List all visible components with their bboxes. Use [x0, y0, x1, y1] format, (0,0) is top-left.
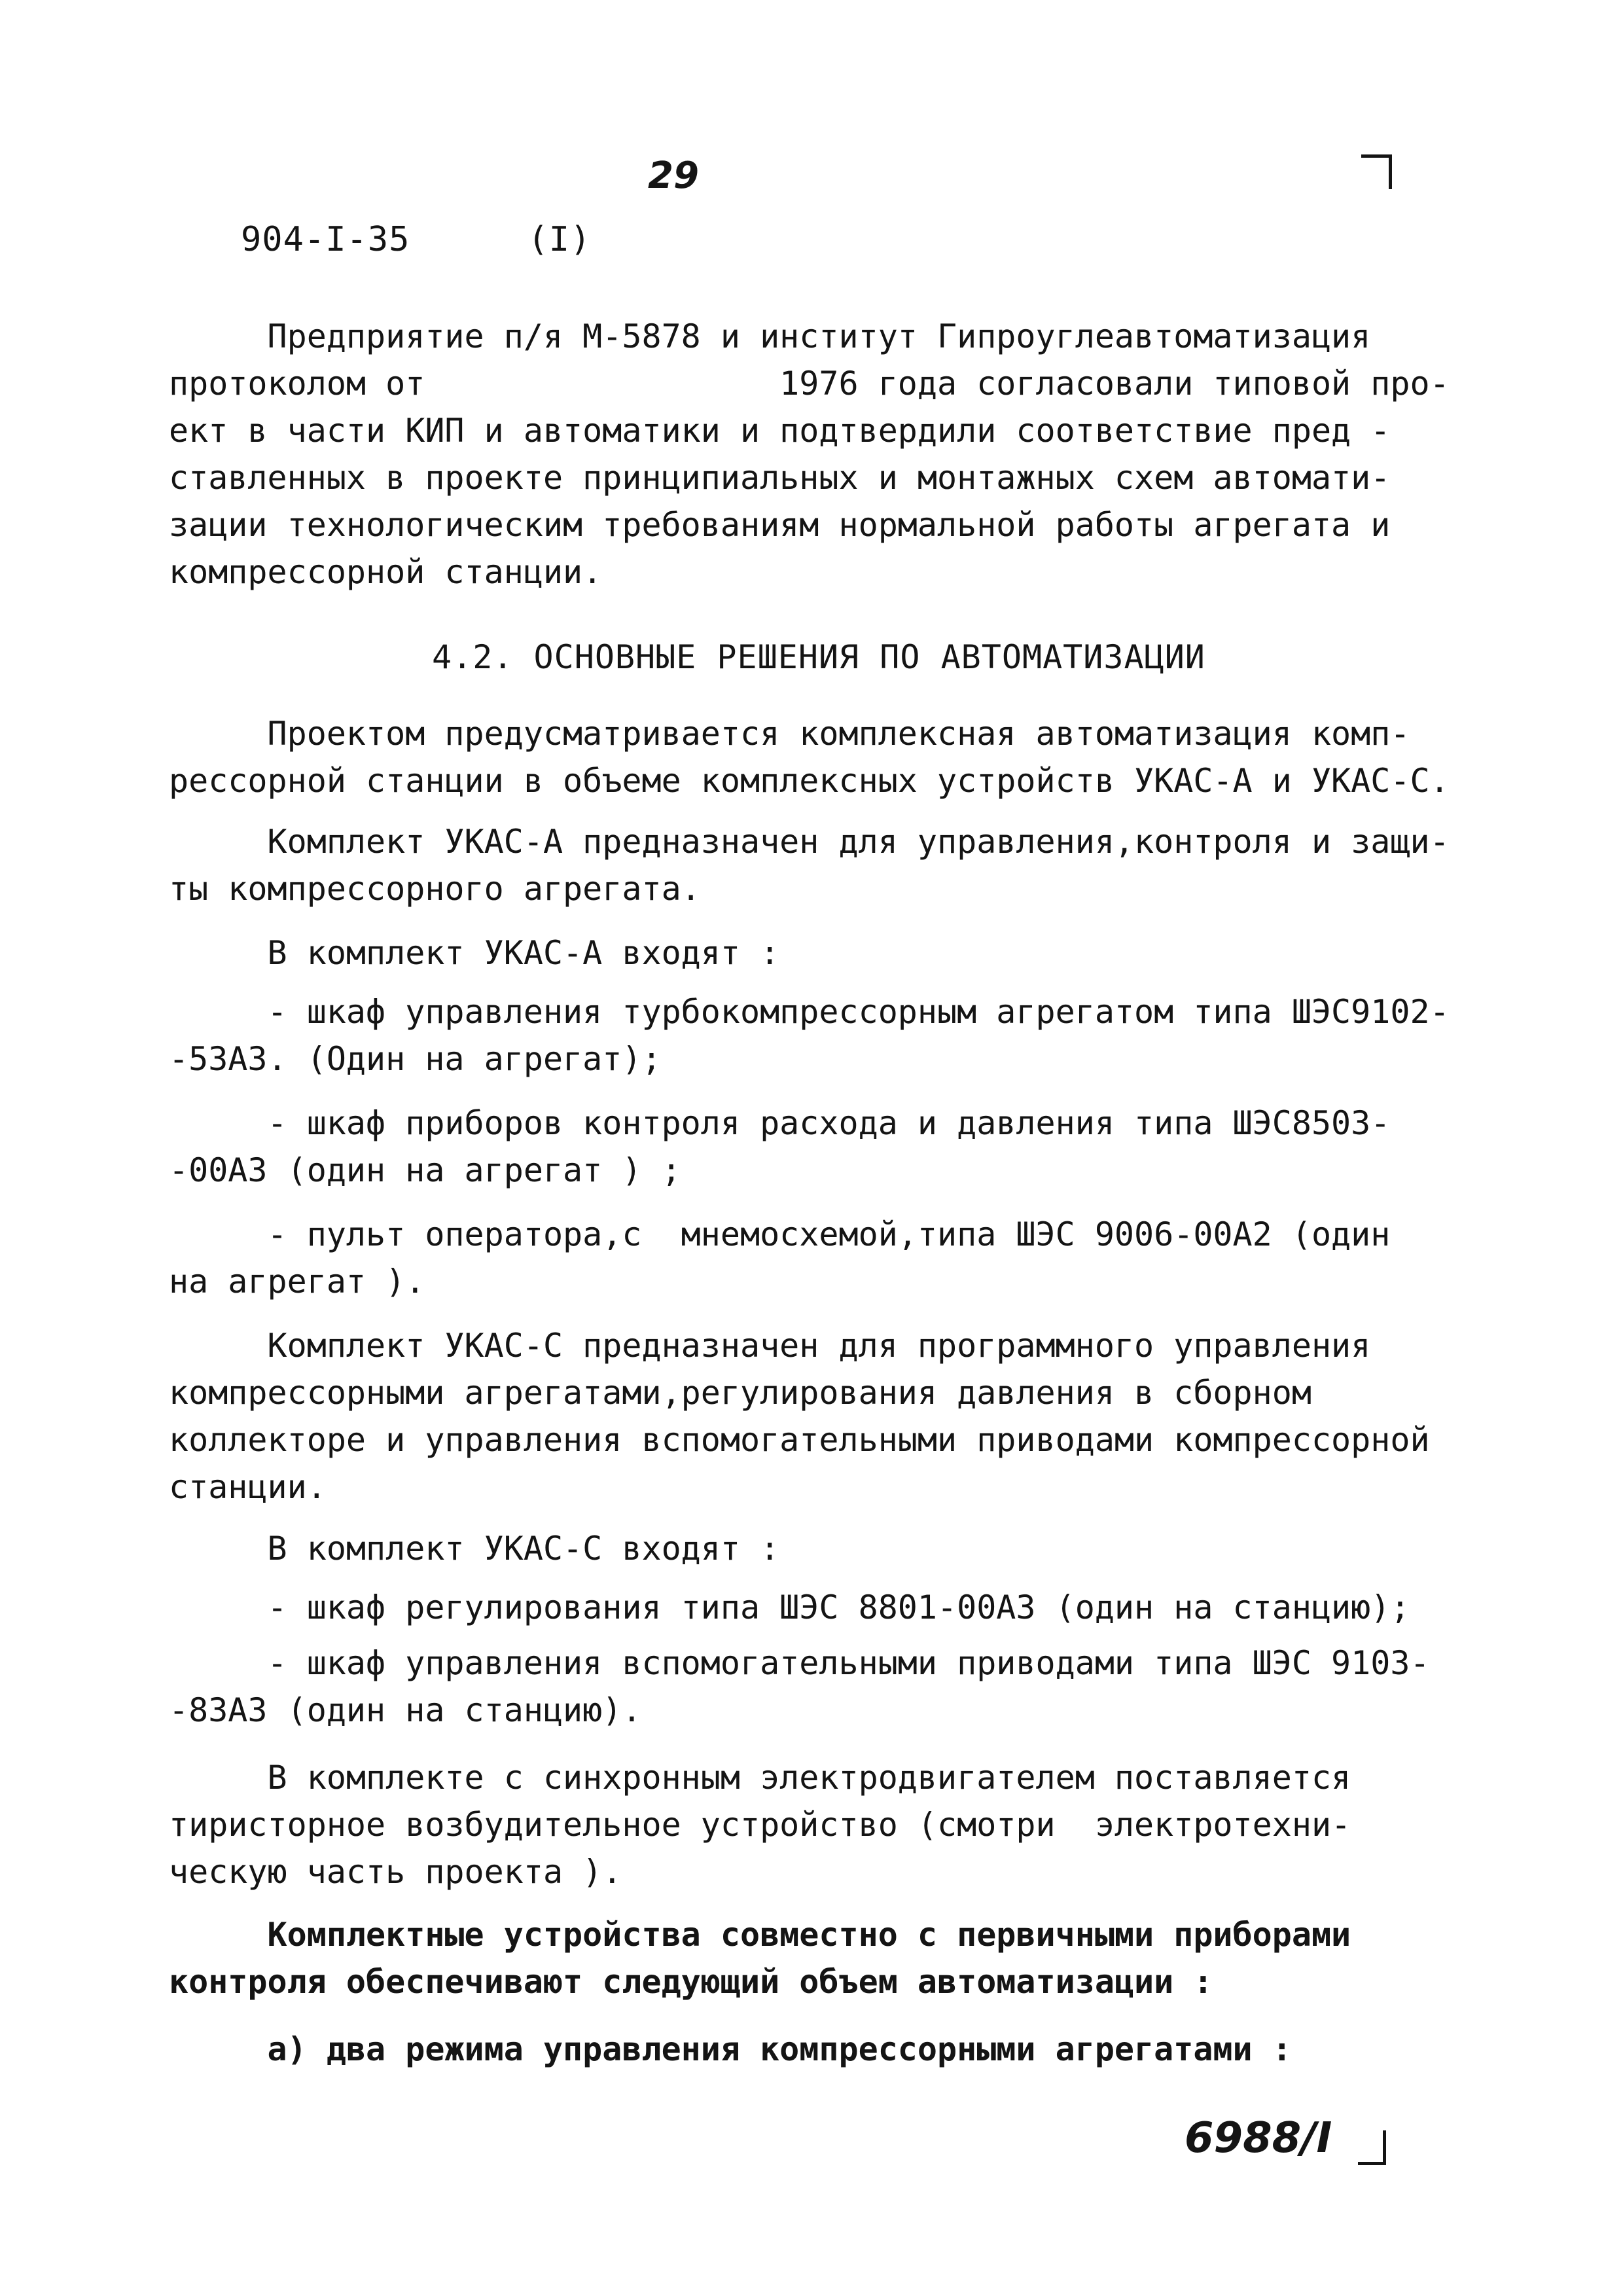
list-item-ukas-a-2: - шкаф приборов контроля расхода и давления типа ШЭС8503- -00А3 (один на агрегат ) ; [169, 1104, 1391, 1189]
sheet-number: 6988/I [1185, 2114, 1332, 2162]
page-number: 29 [648, 154, 699, 197]
list-item-ukas-c-2: - шкаф управления вспомогательными приводами типа ШЭС 9103- -83А3 (один на станцию). [169, 1644, 1430, 1729]
paragraph-automation-scope: Комплектные устройства совместно с первичными приборами контроля обеспечивают следующий объем автоматизации : [169, 1916, 1351, 2001]
paragraph-synchronous-motor: В комплекте с синхронным электродвигателем поставляется тиристорное возбудительное устройство (смотри электротехни- ческую часть проекта ). [169, 1759, 1351, 1891]
list-item-ukas-c-1: - шкаф регулирования типа ШЭС 8801-00А3 (один на станцию); [169, 1588, 1410, 1626]
section-heading: 4.2. ОСНОВНЫЕ РЕШЕНИЯ ПО АВТОМАТИЗАЦИИ [432, 638, 1205, 676]
paragraph-ukas-a-contents-intro: В комплект УКАС-А входят : [169, 934, 780, 972]
list-item-ukas-a-1: - шкаф управления турбокомпрессорным агрегатом типа ШЭС9102- -53А3. (Один на агрегат); [169, 993, 1450, 1078]
list-item-control-modes: а) два режима управления компрессорными агрегатами : [169, 2030, 1292, 2068]
document-code-line [241, 220, 591, 259]
paragraph-ukas-c-contents-intro: В комплект УКАС-С входят : [169, 1530, 780, 1568]
paragraph-ukas-a-purpose: Комплект УКАС-А предназначен для управления,контроля и защи- ты компрессорного агрегата. [169, 823, 1450, 908]
corner-crop-mark-bottom-right [1358, 2130, 1386, 2165]
corner-crop-mark-top-right [1361, 154, 1392, 189]
document-part: (I) [527, 220, 592, 259]
list-item-ukas-a-3: - пульт оператора,с мнемосхемой,типа ШЭС 9006-00А2 (один на агрегат ). [169, 1215, 1391, 1300]
paragraph-ukas-c-purpose: Комплект УКАС-С предназначен для программного управления компрессорными агрегатами,регулирования давления в сборном коллекторе и управления вспомогательными приводами компрессорной станции. [169, 1327, 1430, 1506]
paragraph-project-scope: Проектом предусматривается комплексная автоматизация комп- рессорной станции в объеме комплексных устройств УКАС-А и УКАС-С. [169, 715, 1450, 800]
document-code: 904-I-35 [241, 220, 410, 259]
paragraph-approval: Предприятие п/я М-5878 и институт Гипроуглеавтоматизация протоколом от 1976 года согласовали типовой про- ект в части КИП и автоматики и подтвердили соответствие пред - ставленных в проекте принципиальных и монтажных схем автомати- зации технологическим требованиям нормальной работы агрегата и компрессорной станции. [169, 317, 1450, 591]
